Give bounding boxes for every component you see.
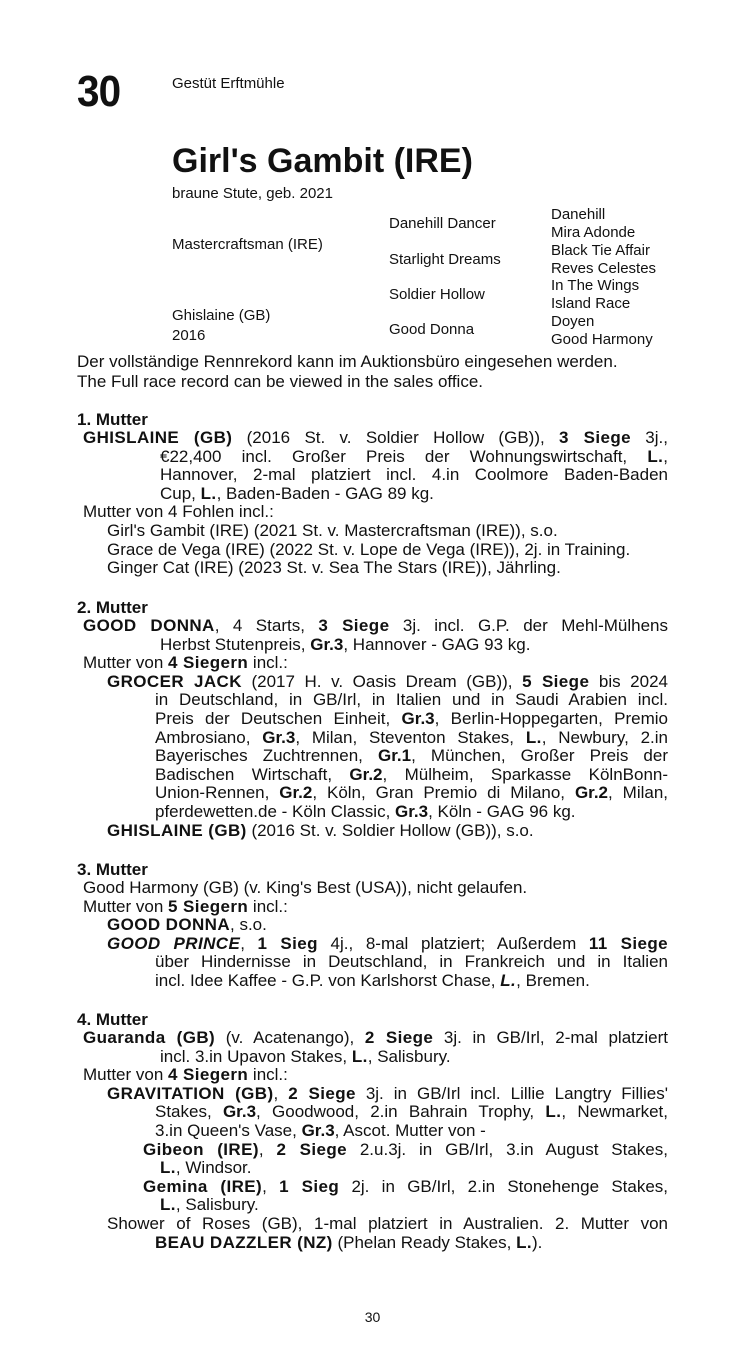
record-text: 2.u.3j. in GB/Irl, 3.in August Stakes, bbox=[346, 1139, 668, 1159]
record-line bbox=[107, 1085, 668, 1104]
record-line bbox=[107, 559, 561, 578]
pedigree-sire: Mastercraftsman (IRE) bbox=[172, 236, 323, 253]
record-text: , bbox=[258, 1139, 277, 1159]
record-text: Ambrosiano, bbox=[155, 727, 263, 747]
record-text: 4j., 8-mal platziert; Außerdem bbox=[317, 933, 589, 953]
emphasis-text: Gibeon (IRE) bbox=[143, 1139, 259, 1159]
record-text: 3j., bbox=[630, 428, 668, 447]
emphasis-text: L. bbox=[500, 971, 517, 990]
emphasis-text: L. bbox=[160, 1195, 176, 1215]
record-line bbox=[107, 522, 558, 541]
record-text: Preis der Deutschen Einheit, bbox=[155, 709, 402, 728]
record-line bbox=[107, 822, 534, 841]
record-text: , Ascot. Mutter von - bbox=[334, 1121, 486, 1140]
record-line bbox=[83, 654, 288, 673]
emphasis-text: Gr.2 bbox=[349, 764, 383, 784]
emphasis-text: Gemina (IRE) bbox=[143, 1176, 263, 1196]
emphasis-text: L. bbox=[647, 446, 664, 466]
record-line bbox=[155, 1234, 542, 1253]
pedigree-great-grandparent: Mira Adonde bbox=[551, 224, 636, 241]
record-text: , Milan, bbox=[608, 783, 669, 803]
emphasis-text: Gr.3 bbox=[301, 1121, 335, 1140]
record-text: incl. 3.in Upavon Stakes, bbox=[160, 1046, 352, 1066]
record-text: , Newbury, 2.in bbox=[541, 727, 668, 747]
emphasis-text: 4 Siegern bbox=[168, 653, 249, 673]
record-text: Shower of Roses (GB), 1-mal platziert in Australien. 2. Mutter von bbox=[107, 1214, 668, 1233]
pedigree-great-grandparent: Island Race bbox=[551, 295, 631, 312]
pedigree-grandparent: Soldier Hollow bbox=[389, 286, 485, 303]
record-text: Hannover, 2-mal platziert incl. 4.in Coolmore Baden-Baden bbox=[160, 465, 668, 485]
record-text: pferdewetten.de - Köln Classic, bbox=[155, 802, 396, 821]
record-text: , Hannover - GAG 93 kg. bbox=[343, 634, 531, 654]
record-text: , Berlin-Hoppegarten, Premio bbox=[434, 709, 668, 728]
pedigree-great-grandparent: Good Harmony bbox=[551, 331, 653, 348]
section-heading: 4. Mutter bbox=[77, 1010, 148, 1029]
emphasis-text: 2 Siege bbox=[364, 1028, 434, 1047]
emphasis-text: L. bbox=[351, 1046, 368, 1066]
emphasis-text: BEAU DAZZLER (NZ) bbox=[155, 1232, 333, 1252]
record-line bbox=[83, 1029, 668, 1048]
emphasis-text: GOOD DONNA bbox=[83, 616, 215, 635]
emphasis-text: GHISLAINE (GB) bbox=[107, 820, 247, 840]
pedigree-grandparent: Good Donna bbox=[389, 321, 475, 338]
record-line bbox=[155, 1103, 668, 1122]
record-text: Mutter von bbox=[83, 1065, 169, 1085]
record-line bbox=[107, 916, 267, 935]
horse-name: Girl's Gambit (IRE) bbox=[172, 142, 473, 180]
record-text: Girl's Gambit (IRE) (2021 St. v. Mastercraftsman (IRE)), s.o. bbox=[107, 521, 558, 540]
record-line bbox=[160, 1196, 259, 1215]
pedigree-great-grandparent: Danehill bbox=[551, 206, 606, 223]
emphasis-text: 5 Siegern bbox=[168, 896, 249, 916]
emphasis-text: 2 Siege bbox=[288, 1083, 356, 1103]
record-text: Mutter von bbox=[83, 653, 169, 673]
record-line bbox=[155, 803, 576, 822]
emphasis-text: L. bbox=[545, 1102, 562, 1122]
record-line bbox=[160, 636, 530, 655]
emphasis-text: L. bbox=[516, 1232, 532, 1252]
pedigree-great-grandparent: Doyen bbox=[551, 313, 595, 330]
record-text: , s.o. bbox=[230, 915, 267, 935]
record-line bbox=[83, 503, 274, 522]
emphasis-text: 4 Siegern bbox=[168, 1065, 249, 1085]
record-text: (Phelan Ready Stakes, bbox=[332, 1232, 517, 1252]
record-text: Stakes, bbox=[155, 1102, 223, 1122]
emphasis-text: Gr.3 bbox=[310, 634, 344, 654]
lot-number: 30 bbox=[77, 67, 121, 116]
pedigree-grandparent: Starlight Dreams bbox=[389, 251, 501, 268]
record-text: , Köln - GAG 96 kg. bbox=[428, 802, 576, 821]
record-line bbox=[83, 429, 668, 448]
record-text: Bayerisches Zuchtrennen, bbox=[155, 746, 378, 766]
record-line bbox=[83, 1066, 288, 1085]
emphasis-text: L. bbox=[160, 1158, 176, 1178]
consignor: Gestüt Erftmühle bbox=[172, 75, 285, 92]
record-text: , bbox=[273, 1083, 289, 1103]
record-text: , Windsor. bbox=[175, 1158, 252, 1178]
section-heading: 2. Mutter bbox=[77, 598, 148, 617]
record-text: 3j. in GB/Irl incl. Lillie Langtry Fillies' bbox=[355, 1083, 668, 1103]
emphasis-text: 3 Siege bbox=[559, 428, 631, 447]
record-text: incl.: bbox=[248, 896, 288, 916]
notice-english: The Full race record can be viewed in the sales office. bbox=[77, 372, 484, 391]
record-text: , bbox=[262, 1176, 280, 1196]
record-line bbox=[155, 953, 668, 972]
record-text: , Baden-Baden - GAG 89 kg. bbox=[216, 483, 434, 503]
emphasis-text: 2 Siege bbox=[276, 1139, 347, 1159]
record-text: 2j. in GB/Irl, 2.in Stonehenge Stakes, bbox=[339, 1176, 669, 1196]
record-text: , Köln, Gran Premio di Milano, bbox=[312, 783, 575, 803]
notice-german: Der vollständige Rennrekord kann im Auktionsbüro eingesehen werden. bbox=[77, 352, 618, 371]
emphasis-text: GROCER JACK bbox=[107, 671, 242, 691]
record-line bbox=[107, 1215, 668, 1234]
record-text: (v. Acatenango), bbox=[215, 1028, 365, 1047]
record-text: €22,400 incl. Großer Preis der Wohnungswirtschaft, bbox=[160, 446, 648, 466]
record-line bbox=[160, 448, 668, 467]
record-line bbox=[160, 485, 434, 504]
record-text: 3j. in GB/Irl, 2-mal platziert bbox=[433, 1028, 668, 1047]
emphasis-text: Gr.3 bbox=[222, 1102, 257, 1122]
emphasis-text: GOOD DONNA bbox=[107, 915, 230, 935]
record-text: über Hindernisse in Deutschland, in Frankreich und in Italien bbox=[155, 952, 668, 972]
emphasis-text: Gr.3 bbox=[395, 802, 429, 821]
emphasis-text: 5 Siege bbox=[522, 671, 590, 691]
record-line bbox=[83, 898, 288, 917]
record-text: (2016 St. v. Soldier Hollow (GB)), s.o. bbox=[246, 820, 534, 840]
record-text: , Salisbury. bbox=[367, 1046, 451, 1066]
record-text: , Milan, Steventon Stakes, bbox=[295, 727, 526, 747]
pedigree-grandparent: Danehill Dancer bbox=[389, 215, 496, 232]
record-text: incl. Idee Kaffee - G.P. von Karlshorst Chase, bbox=[155, 971, 501, 990]
record-text: ). bbox=[531, 1232, 543, 1252]
emphasis-text: 1 Sieg bbox=[257, 933, 318, 953]
record-text: incl.: bbox=[248, 1065, 288, 1085]
record-line bbox=[155, 710, 668, 729]
record-text: , München, Großer Preis der bbox=[411, 746, 669, 766]
record-text: (2016 St. v. Soldier Hollow (GB)), bbox=[232, 428, 560, 447]
emphasis-text: GRAVITATION (GB) bbox=[107, 1083, 274, 1103]
pedigree-dam: Ghislaine (GB) bbox=[172, 307, 271, 324]
emphasis-text: L. bbox=[525, 727, 542, 747]
record-line bbox=[155, 766, 668, 785]
record-text: (2017 H. v. Oasis Dream (GB)), bbox=[241, 671, 523, 691]
record-line bbox=[160, 1159, 252, 1178]
emphasis-text: 1 Sieg bbox=[279, 1176, 340, 1196]
record-text: bis 2024 bbox=[589, 671, 669, 691]
record-line bbox=[83, 617, 668, 636]
record-line bbox=[155, 784, 668, 803]
record-line bbox=[155, 729, 668, 748]
record-text: Badischen Wirtschaft, bbox=[155, 764, 350, 784]
record-text: , bbox=[240, 933, 258, 953]
emphasis-text: Gr.2 bbox=[574, 783, 609, 803]
section-heading: 1. Mutter bbox=[77, 410, 148, 429]
emphasis-text: GHISLAINE (GB) bbox=[83, 428, 233, 447]
record-text: Herbst Stutenpreis, bbox=[160, 634, 311, 654]
record-line bbox=[107, 541, 630, 560]
emphasis-text: 3 Siege bbox=[318, 616, 390, 635]
emphasis-text: 11 Siege bbox=[588, 933, 668, 953]
record-text: Good Harmony (GB) (v. King's Best (USA)), nicht gelaufen. bbox=[83, 878, 528, 897]
record-text: Mutter von 4 Fohlen incl.: bbox=[83, 502, 274, 522]
record-text: , 4 Starts, bbox=[214, 616, 319, 635]
record-text: , bbox=[663, 446, 668, 466]
record-line bbox=[107, 935, 668, 954]
record-text: Mutter von bbox=[83, 896, 169, 916]
record-line bbox=[160, 1048, 451, 1067]
section-heading: 3. Mutter bbox=[77, 860, 148, 879]
record-text: 3j. incl. G.P. der Mehl-Mülhens bbox=[389, 616, 668, 635]
record-text: , Goodwood, 2.in Bahrain Trophy, bbox=[256, 1102, 546, 1122]
emphasis-text: Gr.3 bbox=[401, 709, 435, 728]
record-text: , Mülheim, Sparkasse KölnBonn- bbox=[382, 764, 669, 784]
record-line bbox=[160, 466, 668, 485]
record-text: in Deutschland, in GB/Irl, in Italien und in Saudi Arabien incl. bbox=[155, 690, 668, 710]
record-text: Grace de Vega (IRE) (2022 St. v. Lope de Vega (IRE)), 2j. in Training. bbox=[107, 539, 631, 559]
record-text: Ginger Cat (IRE) (2023 St. v. Sea The Stars (IRE)), Jährling. bbox=[107, 558, 561, 578]
record-line bbox=[155, 747, 668, 766]
record-line bbox=[83, 879, 527, 898]
record-text: , Salisbury. bbox=[175, 1195, 259, 1215]
record-text: Union-Rennen, bbox=[155, 783, 280, 803]
pedigree-great-grandparent: In The Wings bbox=[551, 277, 640, 294]
record-text: 3.in Queen's Vase, bbox=[155, 1121, 302, 1140]
record-line bbox=[155, 1122, 486, 1141]
emphasis-text: Gr.2 bbox=[279, 783, 313, 803]
pedigree-great-grandparent: Black Tie Affair bbox=[551, 242, 650, 259]
emphasis-text: L. bbox=[200, 483, 217, 503]
record-text: incl.: bbox=[248, 653, 288, 673]
record-line bbox=[143, 1178, 668, 1197]
pedigree-dam-year: 2016 bbox=[172, 327, 206, 344]
page-number: 30 bbox=[364, 1309, 381, 1325]
record-text: , Newmarket, bbox=[561, 1102, 669, 1122]
record-line bbox=[155, 691, 668, 710]
record-line bbox=[155, 972, 590, 991]
record-text: , Bremen. bbox=[516, 971, 590, 990]
emphasis-text: Guaranda (GB) bbox=[83, 1028, 216, 1047]
emphasis-text: Gr.3 bbox=[262, 727, 296, 747]
horse-description: braune Stute, geb. 2021 bbox=[172, 185, 333, 202]
record-line bbox=[143, 1141, 668, 1160]
emphasis-text: Gr.1 bbox=[377, 746, 412, 766]
emphasis-text: GOOD PRINCE bbox=[107, 933, 241, 953]
record-text: Cup, bbox=[160, 483, 201, 503]
pedigree-great-grandparent: Reves Celestes bbox=[551, 260, 657, 277]
record-line bbox=[107, 673, 668, 692]
